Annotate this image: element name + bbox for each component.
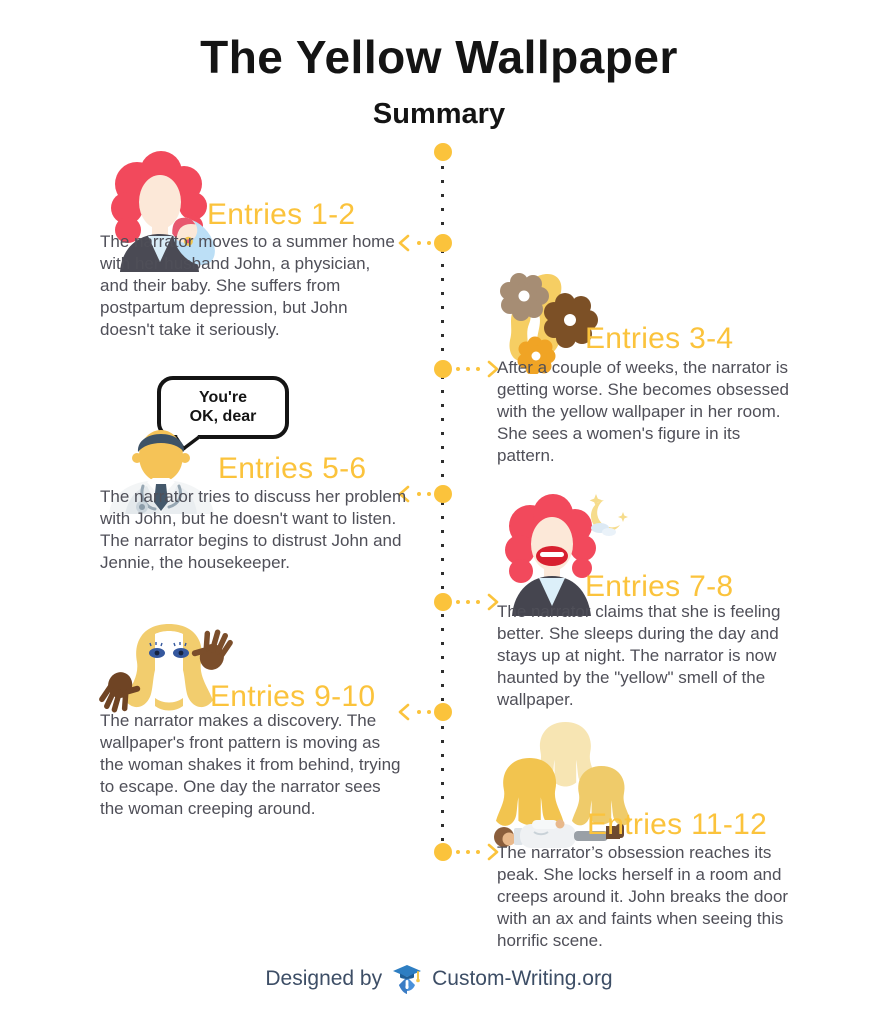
entry-text: The narrator claims that she is feeling better. She sleeps during the day and stays up at night. The narrator is now haunted by the "yellow" smell of the wallpaper. <box>497 602 781 710</box>
page-subtitle: Summary <box>372 98 506 130</box>
timeline-node-entries-7-8 <box>434 593 452 611</box>
entry-text: The narrator tries to discuss her problem with John, but he doesn't want to listen. The narrator begins to distrust John and Jennie, the housekeeper. <box>100 487 407 573</box>
page-title: The Yellow Wallpaper <box>200 31 678 83</box>
footer-prefix: Designed by <box>265 967 383 990</box>
entry-label: Entries 3-4 <box>585 322 734 355</box>
timeline-node-entries-11-12 <box>434 843 452 861</box>
entry-text: The narrator’s obsession reaches its peak. She locks herself in a room and creeps around it. John breaks the door with an ax and faints when seeing this horrific scene. <box>497 843 789 951</box>
footer-brand: Custom-Writing.org <box>432 967 613 990</box>
entry-text: After a couple of weeks, the narrator is getting worse. She becomes obsessed with the yellow wallpaper in her room. She sees a women's figure in its pattern. <box>497 358 790 466</box>
left-arrow-connector <box>397 234 441 252</box>
entry-label: Entries 11-12 <box>587 808 768 841</box>
custom-writing-logo-icon <box>392 963 422 995</box>
footer <box>0 963 878 995</box>
entry-label: Entries 7-8 <box>585 570 734 603</box>
timeline-node-entries-3-4 <box>434 360 452 378</box>
chevron-left-icon <box>397 234 411 252</box>
speech-bubble-line1: You're <box>199 389 247 406</box>
entry-text: The narrator makes a discovery. The wallpaper's front pattern is moving as the woman shakes it from behind, trying to escape. One day the narrator sees the woman creeping around. <box>100 711 401 819</box>
speech-bubble-line2: OK, dear <box>189 408 257 426</box>
entry-text: The narrator moves to a summer home with her husband John, a physician, and their baby. She suffers from postpartum depression, but John doesn't take it seriously. <box>100 232 395 340</box>
entry-label: Entries 5-6 <box>218 452 367 485</box>
entry-label: Entries 9-10 <box>210 680 376 713</box>
timeline-node-top <box>434 143 452 161</box>
entry-label: Entries 1-2 <box>207 198 356 231</box>
